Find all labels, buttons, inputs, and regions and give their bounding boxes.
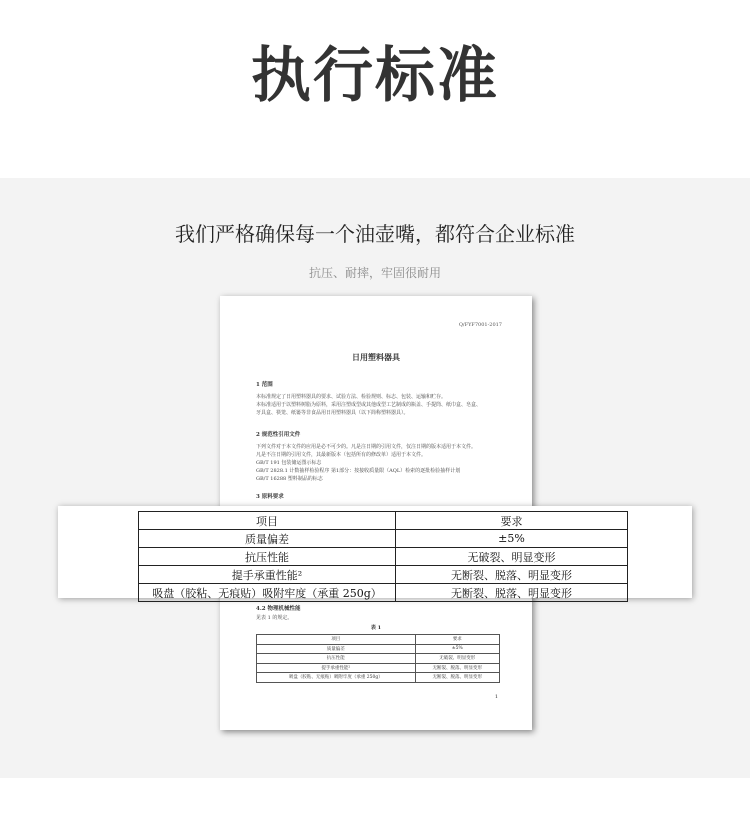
table-label: 表 1	[370, 625, 382, 631]
table-cell: 无断裂、脱落、明显变形	[415, 663, 499, 673]
headline: 我们严格确保每一个油壶嘴，都符合企业标准	[175, 222, 575, 246]
hero-banner	[0, 0, 750, 178]
zoomed-table-strip	[58, 506, 692, 598]
zoomed-cell: 无断裂、脱落、明显变形	[396, 566, 628, 584]
zoomed-row	[139, 548, 628, 566]
table-row	[257, 644, 500, 654]
section-2-line: GB/T 16288 塑料制品的标志	[256, 476, 323, 482]
page-title: 执行标准	[251, 41, 499, 111]
table-header-cell: 项目	[257, 635, 416, 645]
zoomed-cell: 无破裂、明显变形	[396, 548, 628, 566]
section-1-line: 本标准适用于以塑料树脂为原料，采用注塑成型或其他成型工艺制成的瓶盖、手提筒、纸巾盒、皂盒、	[256, 402, 482, 408]
section-2-line: GB/T 191 包装储运图示标志	[256, 460, 322, 466]
section-1-line: 牙具盒、筷笼、纸篓等非食品用日用塑料器具（以下简称塑料器具）。	[256, 410, 409, 416]
section-2-line: GB/T 2828.1 计数抽样检验程序 第1部分：按接收质量限（AQL）检索的逐批检验抽样计划	[256, 468, 461, 474]
zoomed-row	[139, 584, 628, 602]
table-row	[257, 663, 500, 673]
section-4-2-line: 见表 1 的规定。	[256, 615, 293, 621]
section-1-title: 1 范围	[256, 382, 273, 388]
subheadline: 抗压、耐摔，牢固很耐用	[308, 266, 441, 280]
table-cell: 无断裂、脱落、明显变形	[415, 673, 499, 683]
zoomed-header-row	[139, 512, 628, 530]
section-2-title: 2 规范性引用文件	[256, 432, 301, 438]
zoomed-cell: 提手承重性能²	[139, 566, 396, 584]
section-2-line: 凡是不注日期的引用文件，其最新版本（包括所有的修改单）适用于本文件。	[256, 452, 427, 458]
document-title: 日用塑料器具	[352, 352, 400, 362]
section-4-2-text	[256, 614, 506, 622]
zoomed-table	[138, 511, 628, 602]
standard-panel	[0, 178, 750, 778]
table-row	[257, 673, 500, 683]
section-1-text	[256, 393, 506, 417]
zoomed-cell: 质量偏差	[139, 530, 396, 548]
table-cell: 无破裂、明显变形	[415, 654, 499, 664]
zoomed-cell: 无断裂、脱落、明显变形	[396, 584, 628, 602]
zoomed-row	[139, 530, 628, 548]
zoomed-cell: 吸盘（胶粘、无痕贴）吸附牢度（承重 250g）	[139, 584, 396, 602]
section-3-title: 3 原料要求	[256, 494, 284, 500]
table-cell: 抗压性能	[257, 654, 416, 664]
page-number: 1	[494, 694, 498, 700]
section-2-text	[256, 443, 506, 483]
zoomed-header-cell: 项目	[139, 512, 396, 530]
table-header-cell: 要求	[415, 635, 499, 645]
zoomed-row	[139, 566, 628, 584]
table-cell: 吸盘（胶粘、无痕贴）吸附牢度（承重 250g）	[257, 673, 416, 683]
table-cell: 提手承重性能²	[257, 663, 416, 673]
table-cell: ±5%	[415, 644, 499, 654]
zoomed-cell: 抗压性能	[139, 548, 396, 566]
document-code: Q/FYF7001-2017	[458, 322, 502, 328]
section-4-2-title: 4.2 物理机械性能	[256, 606, 301, 612]
section-1-line: 本标准规定了日用塑料器具的要求、试验方法、检验规则、标志、包装、运输和贮存。	[256, 394, 447, 400]
document-table	[256, 634, 500, 683]
section-2-line: 下列文件对于本文件的应用是必不可少的。凡是注日期的引用文件，仅注日期的版本适用于本文件。	[256, 444, 477, 450]
table-header-row	[257, 635, 500, 645]
table-row	[257, 654, 500, 664]
zoomed-header-cell: 要求	[396, 512, 628, 530]
table-cell: 质量偏差	[257, 644, 416, 654]
zoomed-cell: ±5%	[396, 530, 628, 548]
